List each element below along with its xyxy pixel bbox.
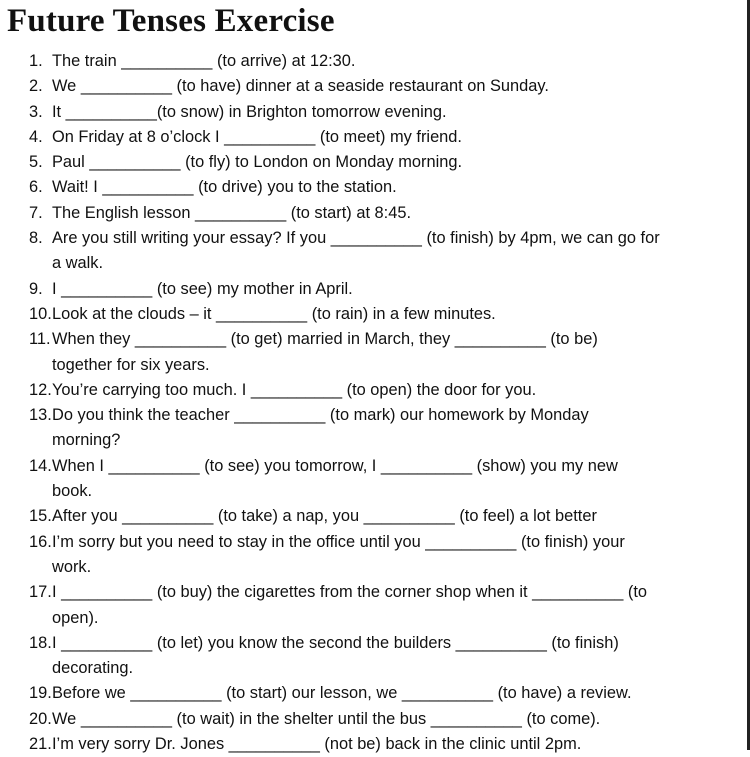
exercise-number: 8. — [29, 229, 43, 248]
exercise-item — [29, 504, 739, 529]
exercise-text: I __________ (to see) my mother in April. — [52, 279, 353, 298]
exercise-item — [29, 100, 739, 125]
exercise-text: The train __________ (to arrive) at 12:30. — [52, 52, 356, 70]
exercise-item — [29, 277, 739, 302]
exercise-number: 10. — [29, 304, 52, 323]
exercise-number: 15. — [29, 507, 52, 526]
exercise-item — [29, 49, 739, 74]
exercise-number: 3. — [29, 102, 43, 121]
exercise-text-continuation: morning? — [52, 431, 121, 450]
exercise-text: When they __________ (to get) married in March, they __________ (to be) — [52, 330, 598, 349]
exercise-continuation — [29, 606, 739, 631]
exercise-item — [29, 302, 739, 327]
exercise-continuation — [29, 479, 739, 504]
exercise-item — [29, 707, 739, 732]
exercise-item — [29, 226, 739, 251]
exercise-item — [29, 125, 739, 150]
exercise-text: I __________ (to let) you know the second the builders __________ (to finish) — [52, 633, 619, 652]
exercise-item — [29, 175, 739, 200]
exercise-item — [29, 201, 739, 226]
exercise-item — [29, 530, 739, 555]
exercise-number: 11. — [29, 330, 51, 349]
exercise-continuation — [29, 251, 739, 276]
exercise-number: 2. — [29, 77, 43, 96]
exercise-number: 4. — [29, 127, 43, 146]
exercise-number: 1. — [29, 52, 43, 70]
exercise-text: Wait! I __________ (to drive) you to the station. — [52, 178, 397, 197]
exercise-item — [29, 74, 739, 99]
exercise-text: We __________ (to have) dinner at a seaside restaurant on Sunday. — [52, 77, 549, 96]
exercise-text: After you __________ (to take) a nap, you __________ (to feel) a lot better — [52, 507, 597, 526]
exercise-text: Before we __________ (to start) our lesson, we __________ (to have) a review. — [52, 684, 632, 703]
exercise-text: It __________(to snow) in Brighton tomorrow evening. — [52, 102, 447, 121]
exercise-number: 19. — [29, 684, 52, 703]
exercise-item — [29, 454, 739, 479]
exercise-item — [29, 580, 739, 605]
exercise-list — [29, 49, 739, 757]
exercise-text-continuation: open). — [52, 608, 99, 627]
exercise-continuation — [29, 555, 739, 580]
exercise-text-continuation: a walk. — [52, 254, 104, 273]
exercise-text: You’re carrying too much. I __________ (to open) the door for you. — [52, 380, 537, 399]
exercise-number: 20. — [29, 709, 52, 728]
exercise-item — [29, 403, 739, 428]
exercise-text: When I __________ (to see) you tomorrow, I __________ (show) you my new — [52, 456, 618, 475]
exercise-text-continuation: decorating. — [52, 659, 134, 678]
exercise-item — [29, 681, 739, 706]
exercise-text: I’m very sorry Dr. Jones __________ (not be) back in the clinic until 2pm. — [52, 735, 582, 754]
exercise-text: The English lesson __________ (to start) at 8:45. — [52, 203, 412, 222]
exercise-text-continuation: work. — [52, 557, 92, 576]
exercise-text-line: Are you still writing your essay? If you __________ (to finish) by 4pm, we can go for — [52, 229, 660, 248]
exercise-text: I’m sorry but you need to stay in the office until you __________ (to finish) your — [52, 532, 625, 551]
page-title: Future Tenses Exercise — [7, 3, 335, 39]
exercise-item — [29, 631, 739, 656]
exercise-number: 9. — [29, 279, 43, 298]
exercise-item — [29, 327, 739, 352]
exercise-number: 7. — [29, 203, 43, 222]
exercise-text-continuation: together for six years. — [52, 355, 210, 374]
exercise-number: 14. — [29, 456, 52, 475]
exercise-number: 5. — [29, 153, 43, 172]
exercise-text: We __________ (to wait) in the shelter until the bus __________ (to come). — [52, 709, 601, 728]
exercise-text: On Friday at 8 o’clock I __________ (to meet) my friend. — [52, 127, 462, 146]
exercise-text: Paul __________ (to fly) to London on Monday morning. — [52, 153, 463, 172]
exercise-continuation — [29, 656, 739, 681]
exercise-number: 6. — [29, 178, 43, 197]
exercise-item — [29, 732, 739, 757]
exercise-number: 18. — [29, 633, 52, 652]
exercise-continuation — [29, 428, 739, 453]
exercise-number: 16. — [29, 532, 52, 551]
exercise-item — [29, 150, 739, 175]
exercise-text: I __________ (to buy) the cigarettes from the corner shop when it __________ (to — [52, 583, 648, 602]
exercise-text-continuation: book. — [52, 482, 93, 501]
exercise-text — [52, 226, 739, 251]
exercise-item — [29, 378, 739, 403]
exercise-number: 13. — [29, 406, 52, 425]
exercise-number: 17. — [29, 583, 52, 602]
exercise-number: 21. — [29, 735, 52, 754]
exercise-continuation — [29, 353, 739, 378]
exercise-text: Look at the clouds – it __________ (to rain) in a few minutes. — [52, 304, 496, 323]
exercise-number: 12. — [29, 380, 52, 399]
exercise-text: Do you think the teacher __________ (to mark) our homework by Monday — [52, 406, 589, 425]
